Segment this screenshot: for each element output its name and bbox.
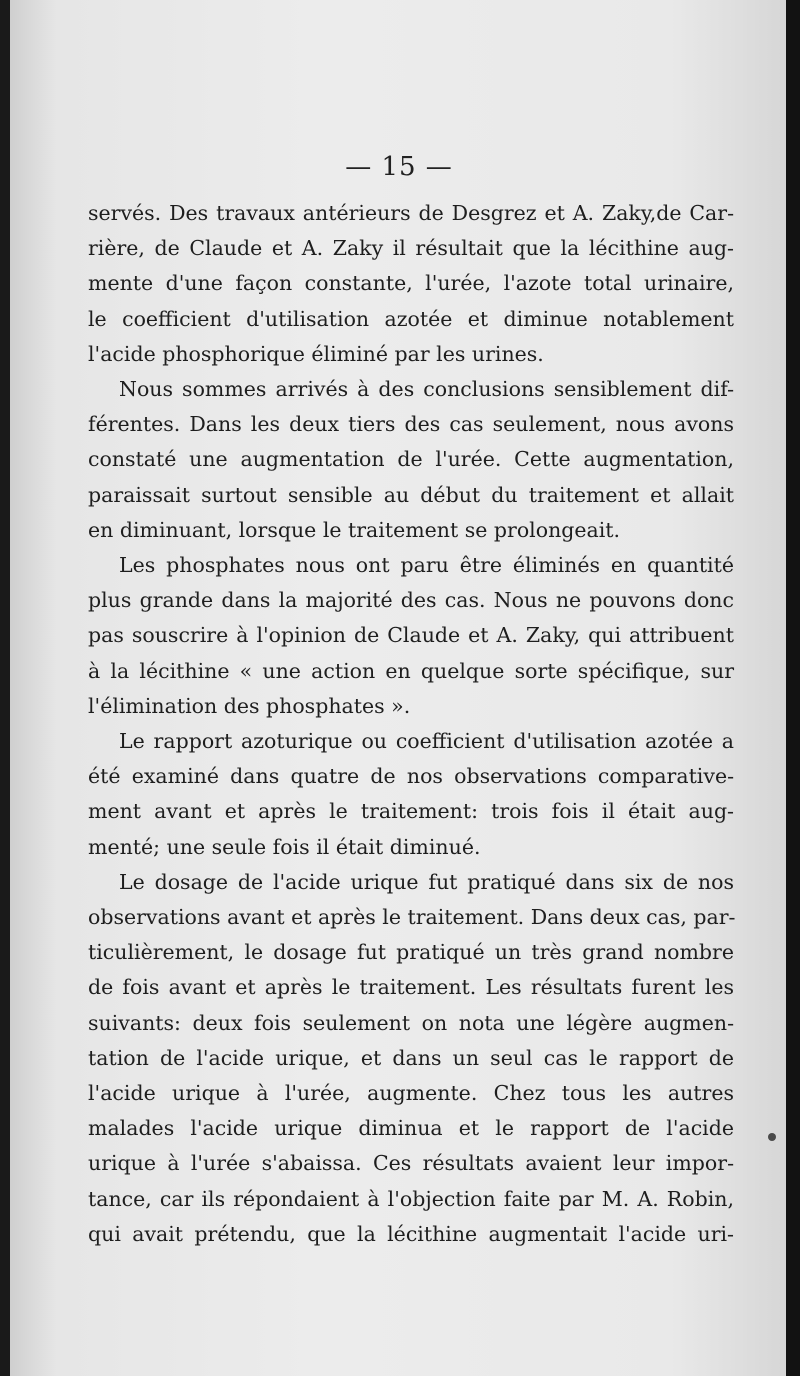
text-line: suivants: deux fois seulement on nota une légère augmen- bbox=[88, 1010, 734, 1035]
body-text bbox=[88, 196, 734, 1252]
text-line: qui avait prétendu, que la lécithine augmentait l'acide uri- bbox=[88, 1221, 734, 1246]
text-line: plus grande dans la majorité des cas. Nous ne pouvons donc bbox=[88, 588, 734, 613]
text-line: à la lécithine « une action en quelque sorte spécifique, sur bbox=[88, 658, 734, 683]
text-line: l'élimination des phosphates ». bbox=[88, 693, 411, 718]
text-line: l'acide phosphorique éliminé par les urines. bbox=[88, 341, 544, 366]
page-number: — 15 — bbox=[345, 152, 453, 182]
text-line: paraissait surtout sensible au début du traitement et allait bbox=[88, 482, 734, 507]
text-line: urique à l'urée s'abaissa. Ces résultats avaient leur impor- bbox=[88, 1151, 734, 1176]
text-line: Nous sommes arrivés à des conclusions sensiblement dif- bbox=[119, 377, 734, 402]
text-line: observations avant et après le traitement. Dans deux cas, par- bbox=[88, 905, 736, 930]
text-line: Le dosage de l'acide urique fut pratiqué dans six de nos bbox=[119, 869, 734, 894]
text-line: tance, car ils répondaient à l'objection faite par M. A. Robin, bbox=[88, 1186, 734, 1211]
ink-spot bbox=[768, 1133, 776, 1141]
text-line: ticulièrement, le dosage fut pratiqué un très grand nombre bbox=[88, 940, 734, 965]
text-line: tation de l'acide urique, et dans un seul cas le rapport de bbox=[88, 1045, 734, 1070]
book-page bbox=[10, 0, 788, 1376]
text-line: le coefficient d'utilisation azotée et diminue notablement bbox=[88, 306, 734, 331]
text-line: ment avant et après le traitement: trois fois il était aug- bbox=[88, 799, 734, 824]
text-line: pas souscrire à l'opinion de Claude et A. Zaky, qui attribuent bbox=[88, 623, 734, 648]
text-line: Les phosphates nous ont paru être éliminés en quantité bbox=[119, 553, 734, 578]
text-line: de fois avant et après le traitement. Les résultats furent les bbox=[88, 975, 734, 1000]
text-line: rière, de Claude et A. Zaky il résultait que la lécithine aug- bbox=[88, 236, 734, 261]
text-line: l'acide urique à l'urée, augmente. Chez tous les autres bbox=[88, 1081, 734, 1106]
text-line: en diminuant, lorsque le traitement se prolongeait. bbox=[88, 517, 621, 542]
text-line: constaté une augmentation de l'urée. Cette augmentation, bbox=[88, 447, 734, 472]
text-line: servés. Des travaux antérieurs de Desgrez et A. Zaky,de Car- bbox=[88, 201, 734, 225]
text-line: Le rapport azoturique ou coefficient d'utilisation azotée a bbox=[119, 729, 734, 754]
text-line: férentes. Dans les deux tiers des cas seulement, nous avons bbox=[88, 412, 734, 437]
text-line: été examiné dans quatre de nos observations comparative- bbox=[88, 764, 734, 789]
book-spine-shadow bbox=[786, 0, 800, 1376]
text-line: malades l'acide urique diminua et le rapport de l'acide bbox=[88, 1116, 734, 1141]
text-line: mente d'une façon constante, l'urée, l'azote total urinaire, bbox=[88, 271, 734, 296]
text-line: menté; une seule fois il était diminué. bbox=[88, 834, 481, 859]
